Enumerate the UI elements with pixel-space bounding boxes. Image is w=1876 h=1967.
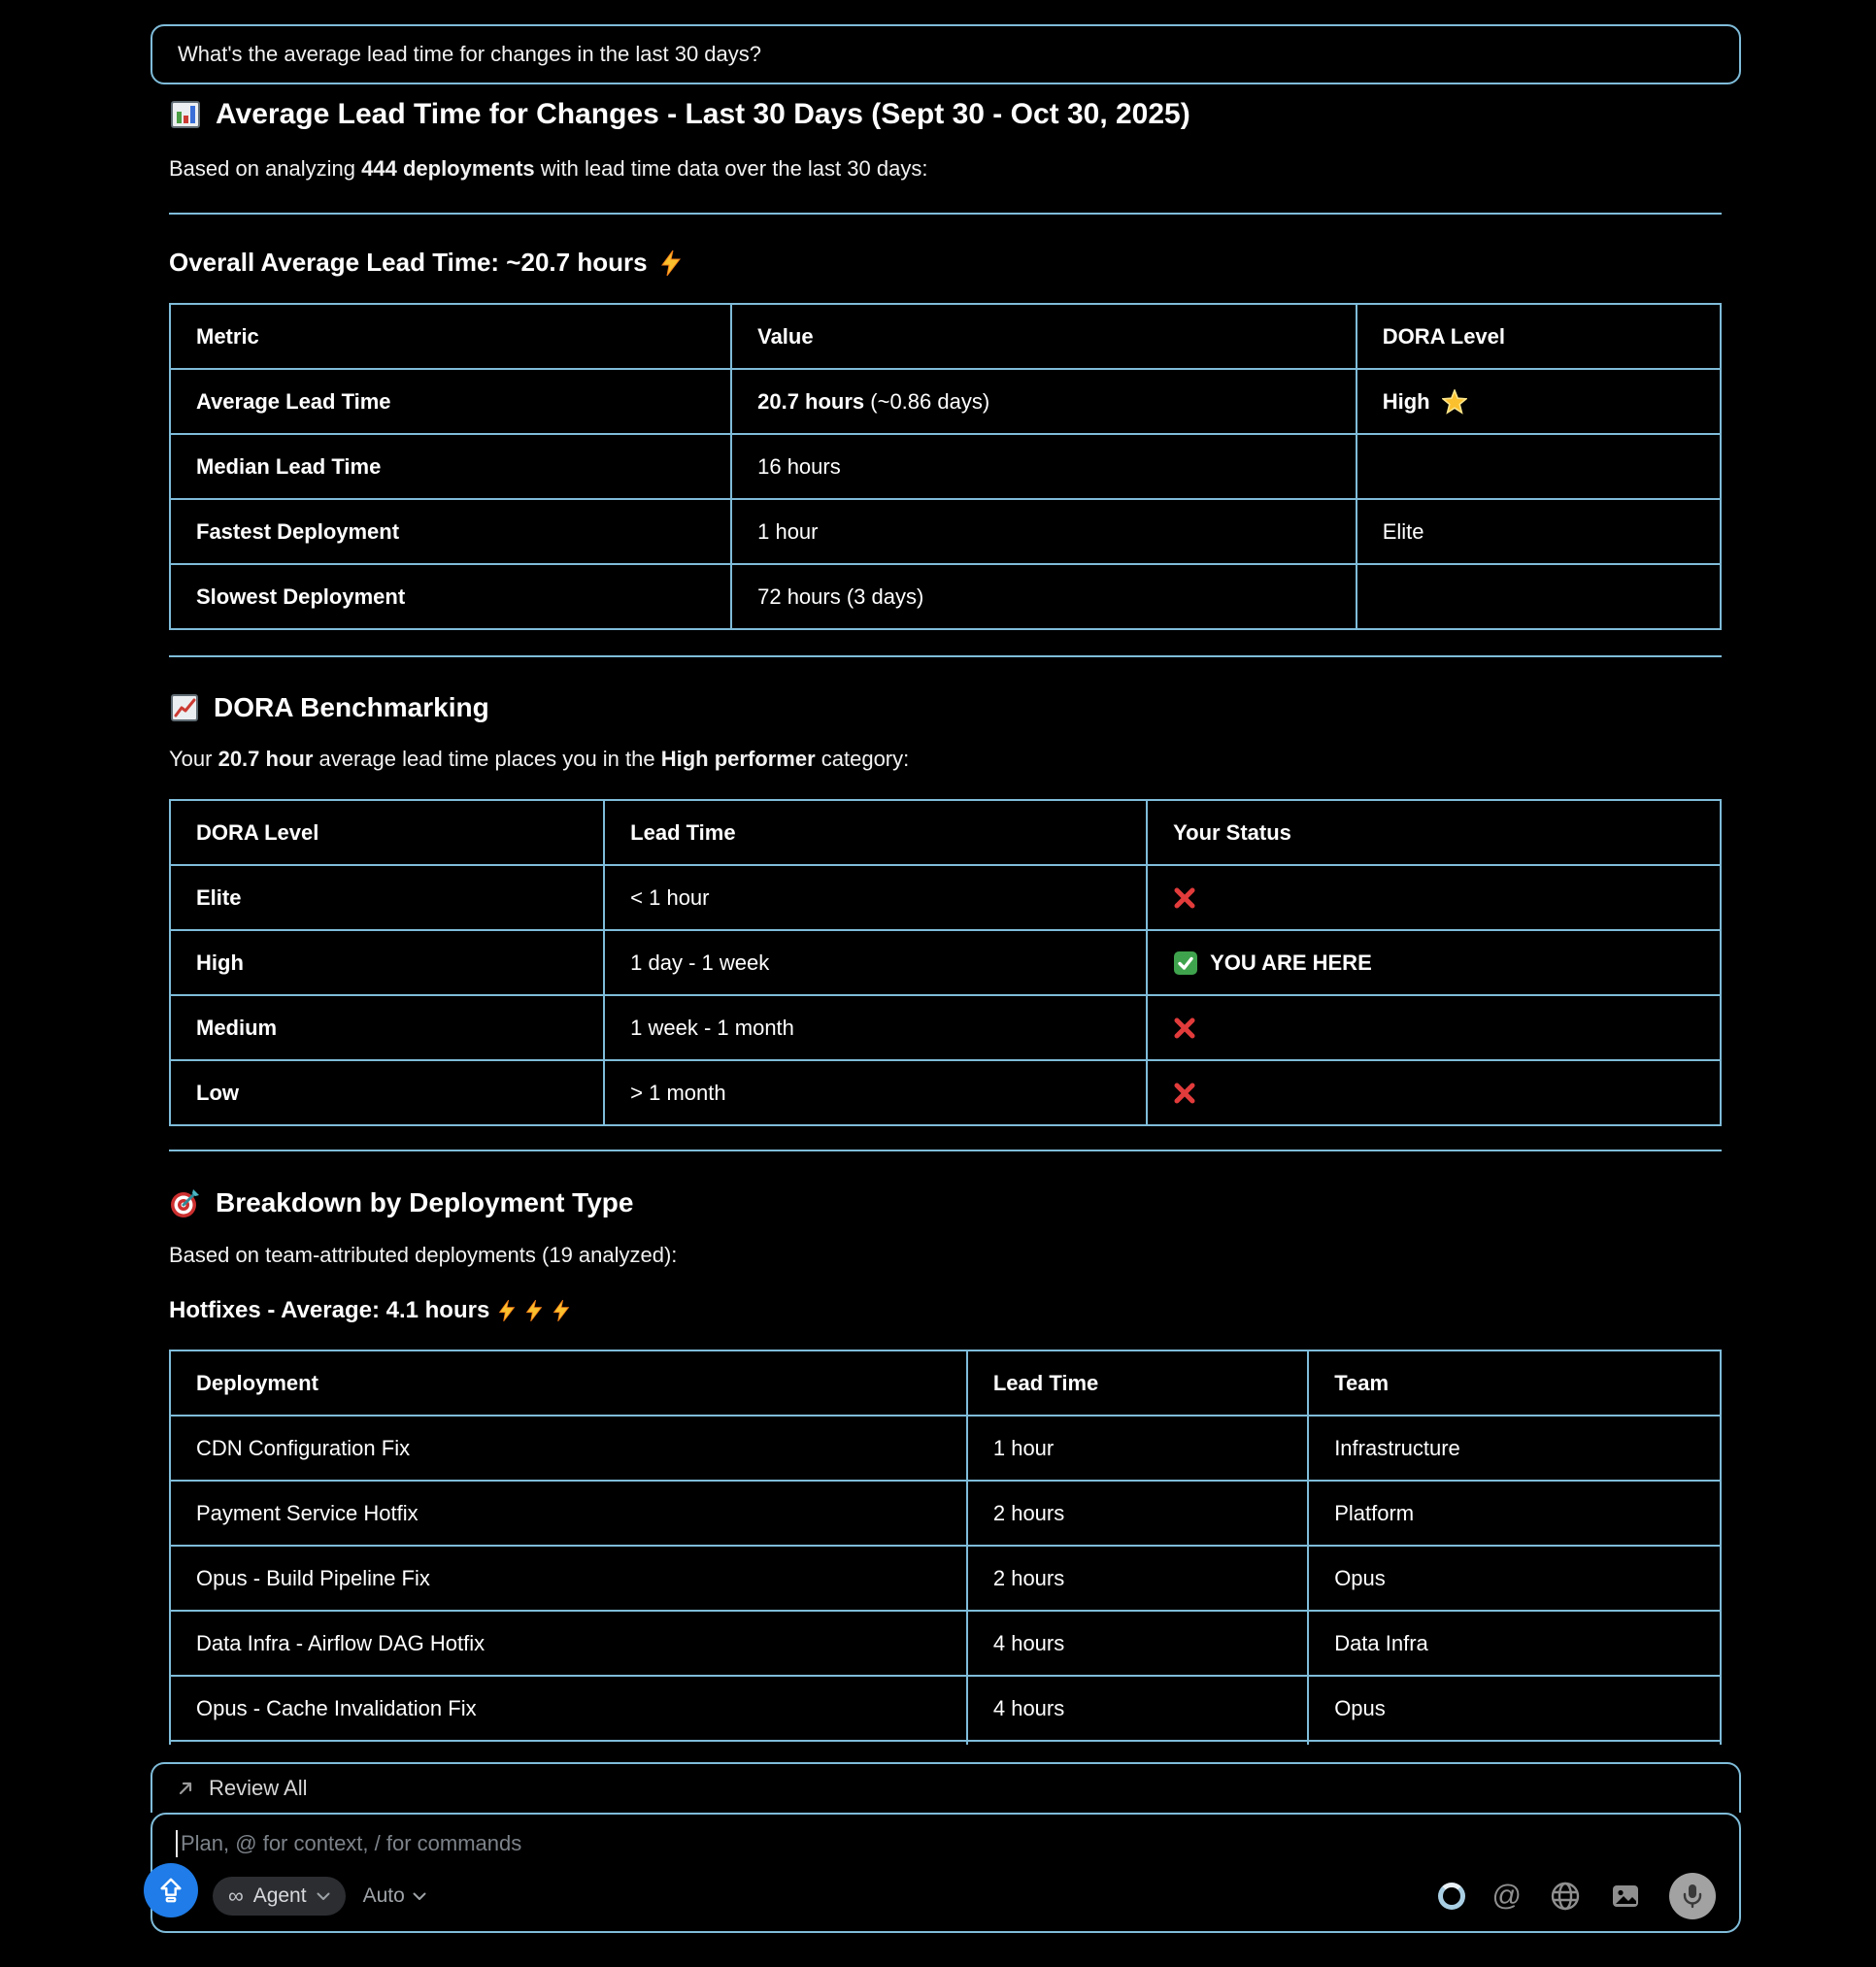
- chevron-down-icon: [413, 1892, 426, 1901]
- submit-button[interactable]: [144, 1863, 198, 1917]
- divider: [169, 655, 1722, 657]
- table-row: [170, 995, 1721, 1060]
- deployment-cell: Opus - Build Pipeline Fix: [170, 1546, 967, 1611]
- table-row: [170, 499, 1721, 564]
- col-header: Team: [1308, 1350, 1721, 1416]
- dora-heading-row: [169, 692, 1722, 723]
- infinity-icon: ∞: [228, 1884, 244, 1908]
- table-row: [170, 564, 1721, 629]
- status-cell: [1147, 865, 1721, 930]
- table-header-row: [170, 1350, 1721, 1416]
- cross-mark-icon: [1173, 886, 1196, 910]
- intro-prefix: Based on analyzing: [169, 156, 362, 181]
- high-voltage-icon: [497, 1299, 517, 1322]
- input-placeholder-row[interactable]: [176, 1830, 1716, 1857]
- lead-time-cell: 1 hour: [967, 1416, 1308, 1481]
- status-label: YOU ARE HERE: [1210, 950, 1372, 975]
- table-row: [170, 1416, 1721, 1481]
- lead-time-cell: 2 hours: [967, 1546, 1308, 1611]
- high-voltage-icon: [659, 250, 683, 277]
- deployment-cell: CDN Configuration Fix: [170, 1416, 967, 1481]
- table-row: [170, 1060, 1721, 1125]
- team-cell: [1308, 1741, 1721, 1745]
- divider: [169, 1150, 1722, 1151]
- level-cell: Medium: [170, 995, 604, 1060]
- target-icon: [169, 1186, 202, 1219]
- dora-level-text: High: [1382, 388, 1430, 414]
- table-row: [170, 1611, 1721, 1676]
- page-title: Average Lead Time for Changes - Last 30 Days (Sept 30 - Oct 30, 2025): [216, 98, 1190, 130]
- status-cell: [1147, 995, 1721, 1060]
- globe-icon[interactable]: [1549, 1880, 1582, 1913]
- assistant-response: [169, 86, 1722, 1745]
- dora-summary-line: [169, 747, 1722, 772]
- review-all-label: Review All: [209, 1776, 308, 1800]
- user-message-bubble[interactable]: [151, 24, 1741, 84]
- deployment-cell: Opus - Cache Invalidation Fix: [170, 1676, 967, 1741]
- composer-area: [151, 1762, 1741, 1933]
- col-header: Metric: [170, 304, 731, 369]
- table-header-row: [170, 800, 1721, 865]
- table-row: [170, 1546, 1721, 1611]
- status-cell: [1147, 930, 1721, 995]
- dora-level-cell: [1357, 369, 1721, 434]
- model-label: Auto: [362, 1884, 405, 1907]
- intro-deployment-count: 444 deployments: [361, 156, 535, 181]
- cross-mark-icon: [1173, 1082, 1196, 1105]
- status-cell: [1147, 1060, 1721, 1125]
- value-rest: (~0.86 days): [864, 388, 990, 414]
- value-strong: 20.7 hours: [757, 388, 865, 414]
- table-row-partial: [170, 1741, 1721, 1745]
- lead-time-cell: 2 hours: [967, 1481, 1308, 1546]
- level-cell: High: [170, 930, 604, 995]
- text-cursor: [176, 1830, 178, 1857]
- composer-action-icons: [1438, 1873, 1716, 1919]
- metric-cell: Median Lead Time: [170, 434, 731, 499]
- image-attach-icon[interactable]: [1609, 1880, 1642, 1913]
- deployment-cell: Payment Service Hotfix: [170, 1481, 967, 1546]
- agent-mode-label: Agent: [252, 1884, 307, 1907]
- table-row: [170, 865, 1721, 930]
- check-mark-icon: [1173, 950, 1198, 976]
- hotfixes-table: [169, 1350, 1722, 1745]
- team-cell: Opus: [1308, 1546, 1721, 1611]
- intro-line: [169, 156, 1722, 182]
- col-header: Lead Time: [967, 1350, 1308, 1416]
- chat-input-box[interactable]: [151, 1813, 1741, 1933]
- metrics-table: [169, 303, 1722, 630]
- dora-level-cell: Elite: [1357, 499, 1721, 564]
- composer-controls: [176, 1873, 1716, 1919]
- team-cell: Infrastructure: [1308, 1416, 1721, 1481]
- dora-heading: DORA Benchmarking: [214, 692, 489, 722]
- col-header: DORA Level: [170, 800, 604, 865]
- dora-level-cell: [1357, 564, 1721, 629]
- col-header: Deployment: [170, 1350, 967, 1416]
- microphone-button[interactable]: [1669, 1873, 1716, 1919]
- dora-line-category: High performer: [660, 747, 816, 771]
- table-row: [170, 1481, 1721, 1546]
- high-voltage-icon: [524, 1299, 544, 1322]
- dora-level-cell: [1357, 434, 1721, 499]
- bar-chart-icon: [169, 98, 202, 131]
- dora-line-suffix: category:: [815, 747, 910, 771]
- overall-heading: Overall Average Lead Time: ~20.7 hours: [169, 248, 648, 277]
- hotfixes-heading-row: [169, 1297, 1722, 1324]
- dora-table: [169, 799, 1722, 1126]
- value-cell: [731, 369, 1357, 434]
- model-dropdown[interactable]: [363, 1884, 426, 1908]
- high-voltage-icon: [552, 1299, 571, 1322]
- team-cell: Data Infra: [1308, 1611, 1721, 1676]
- lead-time-cell: > 1 month: [604, 1060, 1147, 1125]
- context-usage-ring: [1438, 1883, 1465, 1910]
- agent-mode-dropdown[interactable]: [213, 1877, 346, 1916]
- table-row: [170, 1676, 1721, 1741]
- team-cell: Platform: [1308, 1481, 1721, 1546]
- col-header: Lead Time: [604, 800, 1147, 865]
- table-row: [170, 369, 1721, 434]
- dora-line-mid: average lead time places you in the: [313, 747, 661, 771]
- lead-time-cell: 4 hours: [967, 1676, 1308, 1741]
- chart-increasing-icon: [169, 692, 200, 723]
- col-header: Your Status: [1147, 800, 1721, 865]
- lead-time-cell: 4 hours: [967, 1611, 1308, 1676]
- hotfixes-heading: Hotfixes - Average: 4.1 hours: [169, 1297, 490, 1323]
- level-cell: Elite: [170, 865, 604, 930]
- value-cell: 72 hours (3 days): [731, 564, 1357, 629]
- lead-time-cell: 1 day - 1 week: [604, 930, 1147, 995]
- divider: [169, 213, 1722, 215]
- table-row: [170, 930, 1721, 995]
- col-header: DORA Level: [1357, 304, 1721, 369]
- lead-time-cell: < 1 hour: [604, 865, 1147, 930]
- chevron-down-icon: [317, 1892, 330, 1901]
- breakdown-heading-row: [169, 1186, 1722, 1219]
- cross-mark-icon: [1173, 1017, 1196, 1040]
- level-cell: Low: [170, 1060, 604, 1125]
- table-row: [170, 434, 1721, 499]
- intro-suffix: with lead time data over the last 30 days:: [534, 156, 928, 181]
- metric-cell: Average Lead Time: [170, 369, 731, 434]
- deployment-cell: Data Infra - Airflow DAG Hotfix: [170, 1611, 967, 1676]
- dora-line-hours: 20.7 hour: [218, 747, 314, 771]
- metric-cell: Fastest Deployment: [170, 499, 731, 564]
- deployment-cell: [170, 1741, 967, 1745]
- lead-time-cell: 1 week - 1 month: [604, 995, 1147, 1060]
- lead-time-cell: [967, 1741, 1308, 1745]
- table-header-row: [170, 304, 1721, 369]
- arrow-up-right-icon: [176, 1779, 195, 1798]
- value-cell: 16 hours: [731, 434, 1357, 499]
- dora-line-prefix: Your: [169, 747, 218, 771]
- mode-controls: [213, 1877, 426, 1916]
- glowing-star-icon: [1442, 389, 1467, 415]
- breakdown-heading: Breakdown by Deployment Type: [216, 1187, 634, 1217]
- report-title-row: [169, 98, 1722, 131]
- value-cell: 1 hour: [731, 499, 1357, 564]
- overall-heading-row: [169, 248, 1722, 278]
- breakdown-line: Based on team-attributed deployments (19 analyzed):: [169, 1243, 678, 1267]
- user-message-text: What's the average lead time for changes in the last 30 days?: [178, 42, 761, 66]
- col-header: Value: [731, 304, 1357, 369]
- input-placeholder: Plan, @ for context, / for commands: [181, 1831, 522, 1855]
- hotfixes-table-wrap: [169, 1350, 1722, 1745]
- mention-icon[interactable]: @: [1491, 1880, 1522, 1912]
- review-all-button[interactable]: [151, 1762, 1741, 1813]
- team-cell: Opus: [1308, 1676, 1721, 1741]
- metric-cell: Slowest Deployment: [170, 564, 731, 629]
